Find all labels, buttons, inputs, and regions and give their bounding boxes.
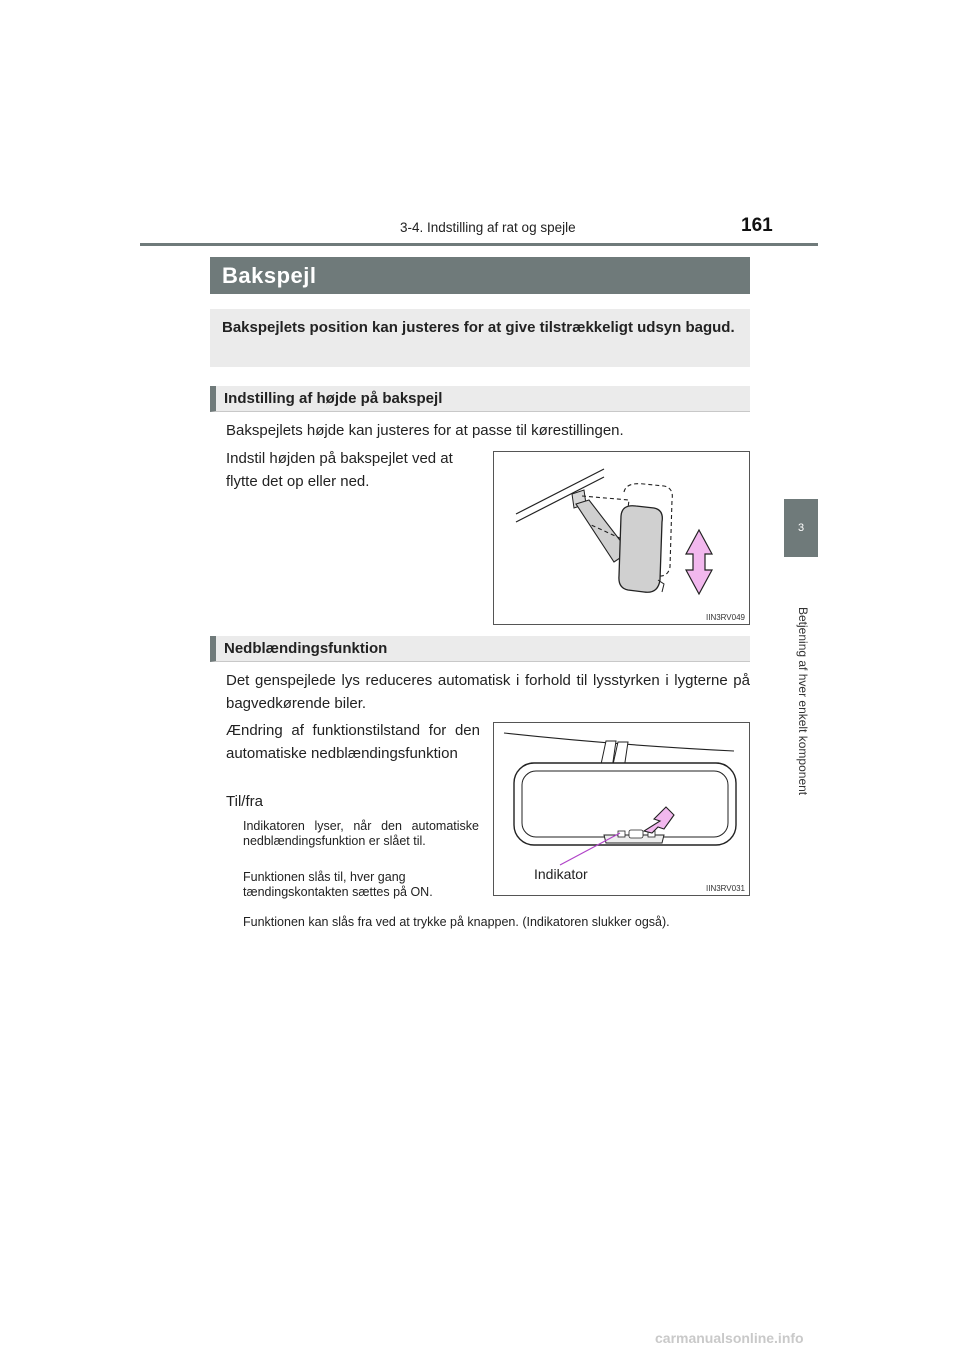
chapter-tab: 3 — [784, 499, 818, 557]
toggle-label: Til/fra — [226, 793, 263, 810]
note-ignition: Funktionen slås til, hver gang tændingskontakten sættes på ON. — [243, 870, 433, 899]
header-rule — [140, 243, 818, 246]
mirror-dimming-illustration — [494, 723, 749, 895]
note-indicator: Indikatoren lyser, når den automatiske nedblændingsfunktion er slået til. — [243, 819, 479, 848]
indicator-label: Indikator — [534, 866, 588, 882]
section1-text2: Indstil højden på bakspejlet ved at flytte det op eller ned. — [226, 450, 453, 490]
chapter-side-label: Betjening af hver enkelt komponent — [796, 607, 810, 796]
mirror-height-illustration — [494, 452, 749, 624]
section2-text1: Det genspejlede lys reduceres automatisk i forhold til lysstyrken i lygterne på bagvedkørende biler. — [226, 672, 750, 712]
figure-code: IIN3RV049 — [706, 613, 745, 622]
page-title: Bakspejl — [210, 257, 750, 294]
footer-watermark: carmanualsonline.info — [655, 1330, 804, 1346]
intro-box: Bakspejlets position kan justeres for at give tilstrækkeligt udsyn bagud. — [210, 309, 750, 367]
page-number: 161 — [741, 215, 773, 236]
figure-mirror-height — [493, 451, 750, 625]
section-heading-dimming: Nedblændingsfunktion — [210, 636, 750, 662]
figure-mirror-dimming — [493, 722, 750, 896]
note-off: Funktionen kan slås fra ved at trykke på knappen. (Indikatoren slukker også). — [243, 915, 670, 929]
section-heading-height: Indstilling af højde på bakspejl — [210, 386, 750, 412]
section2-text2: Ændring af funktionstilstand for den automatiske nedblændingsfunktion — [226, 722, 480, 762]
figure-code: IIN3RV031 — [706, 884, 745, 893]
chapter-title: 3-4. Indstilling af rat og spejle — [400, 220, 576, 235]
section1-text1: Bakspejlets højde kan justeres for at passe til kørestillingen. — [226, 422, 624, 439]
